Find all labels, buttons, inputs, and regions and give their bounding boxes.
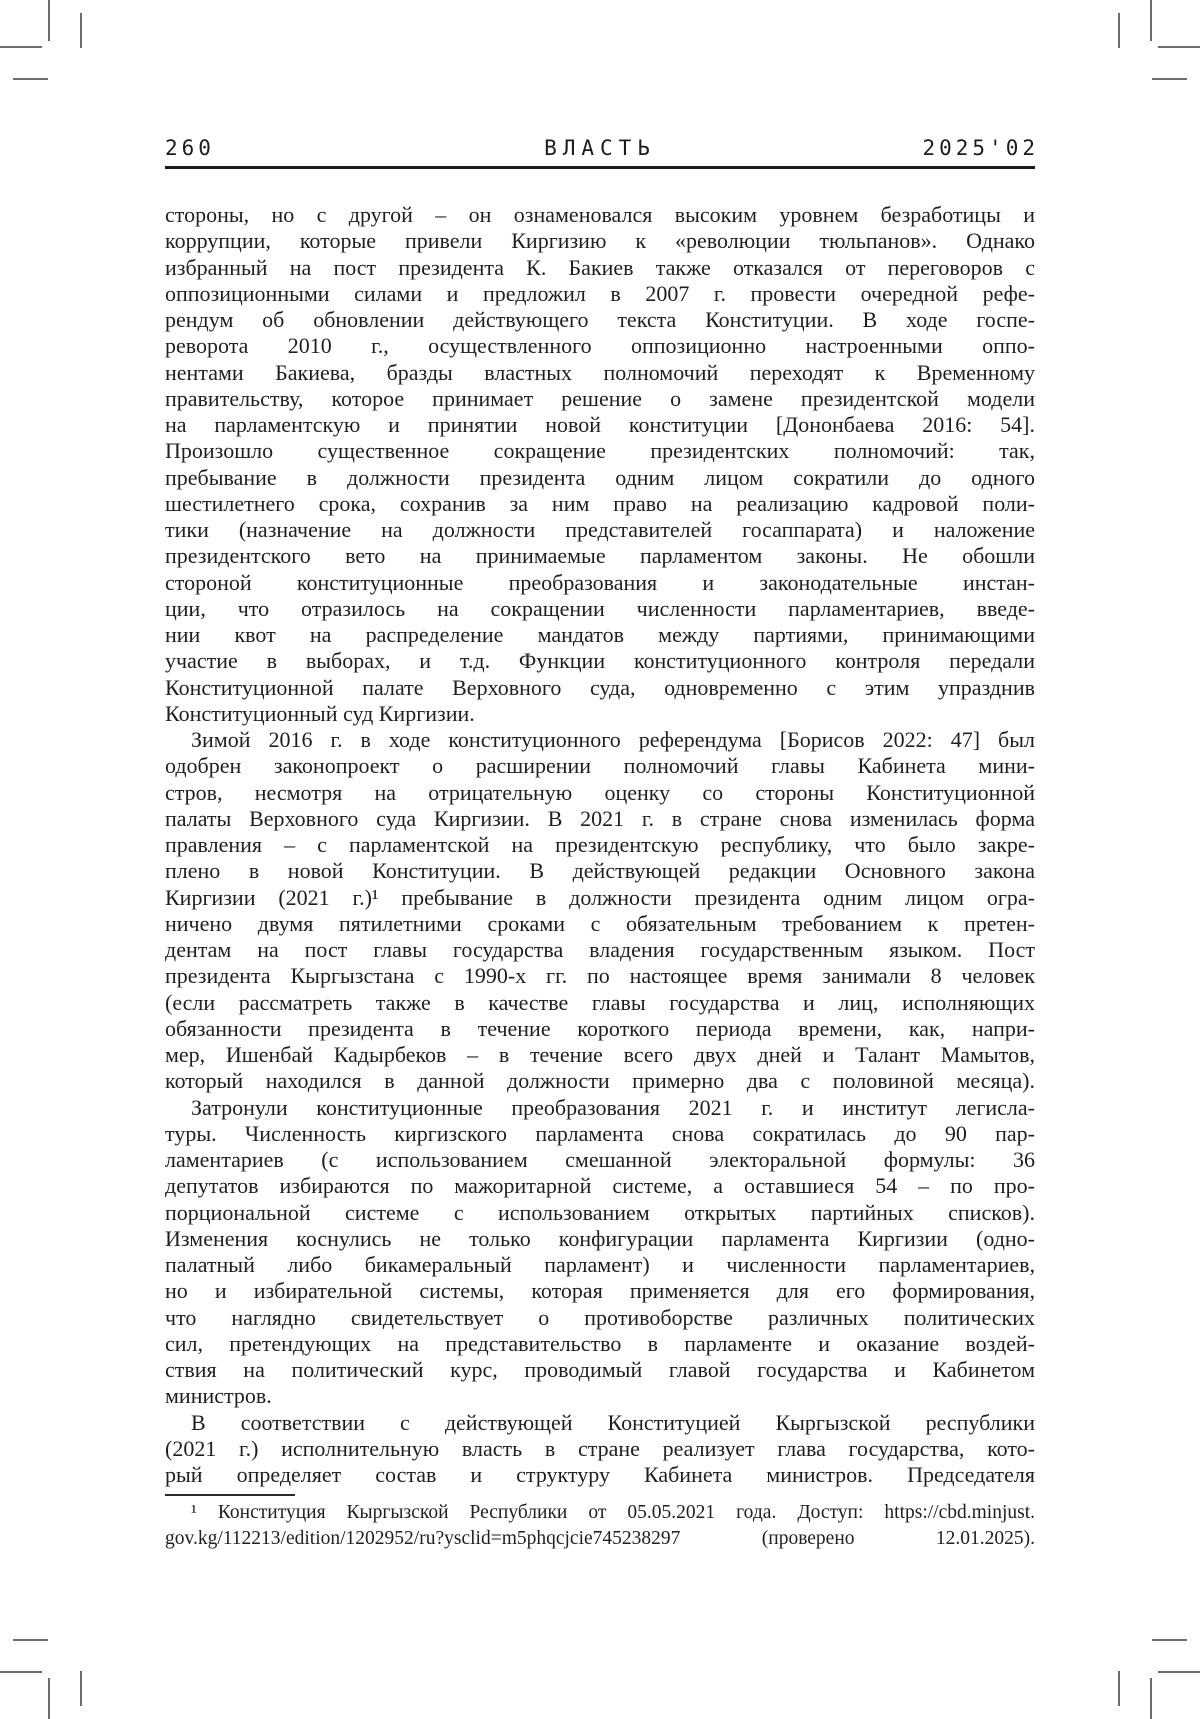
journal-title: ВЛАСТЬ — [544, 136, 656, 160]
text-line: рендум об обновлении действующего текста Конституции. В ходе госпе- — [165, 307, 1035, 332]
text-line: порциональной системе с использованием открытых партийных списков). — [165, 1199, 1035, 1225]
text-line: туры. Численность киргизского парламента снова сократилась до 90 пар- — [165, 1120, 1035, 1146]
footnote-line: gov.kg/112213/edition/1202952/ru?ysclid=m5phqcjcie745238297 (проверено 12.01.2025). — [165, 1528, 1035, 1549]
text-line: Затронули конституционные преобразования 2021 г. и институт легисла- — [191, 1094, 1035, 1120]
text-line: сил, претендующих на представительство в парламенте и оказание воздей- — [165, 1330, 1035, 1356]
text-line: Зимой 2016 г. в ходе конституционного референдума [Борисов 2022: 47] был — [191, 727, 1035, 752]
crop-mark — [1152, 78, 1187, 80]
text-line: дентам на пост главы государства владения государственным языком. Пост — [165, 937, 1035, 962]
text-line: палатный либо бикамеральный парламент) и численности парламентариев, — [165, 1252, 1035, 1277]
text-line: который находился в данной должности примерно два с половиной месяца). — [165, 1068, 1035, 1094]
crop-mark — [1150, 0, 1152, 41]
crop-mark — [0, 1671, 42, 1673]
text-line: коррупции, которые привели Киргизию к «революции тюльпанов». Однако — [165, 228, 1035, 254]
crop-mark — [48, 0, 50, 41]
text-line: шестилетнего срока, сохранив за ним право на реализацию кадровой поли- — [165, 490, 1035, 516]
crop-mark — [1118, 13, 1120, 48]
crop-mark — [13, 78, 48, 80]
text-line: тики (назначение на должности представителей госаппарата) и наложение — [165, 517, 1035, 542]
text-line: палаты Верховного суда Киргизии. В 2021 г. в стране снова изменилась форма — [165, 805, 1035, 831]
crop-mark — [48, 1678, 50, 1719]
text-line: рый определяет состав и структуру Кабинета министров. Председателя — [165, 1462, 1035, 1487]
text-line: участие в выборах, и т.д. Функции конституционного контроля передали — [165, 648, 1035, 674]
crop-mark — [1158, 1671, 1200, 1673]
page-header — [165, 136, 1039, 162]
text-line: ламентариев (с использованием смешанной электоральной формулы: 36 — [165, 1147, 1035, 1172]
text-line: (2021 г.) исполнительную власть в стране реализует глава государства, кото- — [165, 1435, 1035, 1461]
text-line: Конституционной палате Верховного суда, одновременно с этим упразднив — [165, 674, 1035, 700]
text-line: оппозиционными силами и предложил в 2007 г. провести очередной рефе- — [165, 280, 1035, 306]
paragraph — [165, 202, 1035, 727]
crop-mark — [13, 1639, 48, 1641]
text-line: Конституционный суд Киргизии. — [165, 700, 475, 726]
crop-mark — [80, 13, 82, 48]
text-line: пребывание в должности президента одним лицом сократили до одного — [165, 464, 1035, 490]
text-line: ции, что отразилось на сокращении численности парламентариев, введе- — [165, 595, 1035, 621]
text-line: правительству, которое принимает решение о замене президентской модели — [165, 385, 1035, 411]
crop-mark — [1158, 46, 1200, 48]
header-rule — [165, 166, 1035, 169]
text-line: президентского вето на принимаемые парламентом законы. Не обошли — [165, 543, 1035, 569]
text-line: ствия на политический курс, проводимый главой государства и Кабинетом — [165, 1357, 1035, 1382]
text-line: плено в новой Конституции. В действующей редакции Основного закона — [165, 858, 1035, 884]
footnote-line: ¹ Конституция Кыргызской Республики от 05.05.2021 года. Доступ: https://cbd.minjust. — [191, 1502, 1035, 1523]
text-line: стров, несмотря на отрицательную оценку со стороны Конституционной — [165, 779, 1035, 805]
text-line: нентами Бакиева, бразды властных полномочий переходят к Временному — [165, 359, 1035, 385]
text-line: министров. — [165, 1383, 272, 1409]
crop-mark — [1118, 1671, 1120, 1706]
text-line: правления – с парламентской на президентскую республику, что было закре- — [165, 832, 1035, 857]
crop-mark — [1152, 1639, 1187, 1641]
text-line: избранный на пост президента К. Бакиев также отказался от переговоров с — [165, 254, 1035, 280]
text-line: что наглядно свидетельствует о противоборстве различных политических — [165, 1304, 1035, 1330]
text-line: обязанности президента в течение короткого периода времени, как, напри- — [165, 1015, 1035, 1041]
crop-mark — [0, 46, 42, 48]
text-line: стороной конституционные преобразования и законодательные инстан- — [165, 569, 1035, 595]
body-text — [165, 202, 1035, 1488]
text-line: стороны, но с другой – он ознаменовался высоким уровнем безработицы и — [165, 202, 1035, 227]
text-line: одобрен законопроект о расширении полномочий главы Кабинета мини- — [165, 753, 1035, 779]
paragraph — [165, 1095, 1035, 1410]
page-number: 260 — [165, 136, 215, 160]
crop-mark — [80, 1671, 82, 1706]
paragraph — [165, 727, 1035, 1095]
text-line: но и избирательной системы, которая применяется для его формирования, — [165, 1278, 1035, 1304]
crop-mark — [1150, 1678, 1152, 1719]
text-line: депутатов избираются по мажоритарной системе, а оставшиеся 54 – по про- — [165, 1173, 1035, 1199]
text-line: нии квот на распределение мандатов между партиями, принимающими — [165, 622, 1035, 647]
text-line: Киргизии (2021 г.)¹ пребывание в должности президента одним лицом огра- — [165, 884, 1035, 910]
text-line: (если рассматреть также в качестве главы государства и лиц, исполняющих — [165, 989, 1035, 1015]
footnote — [165, 1500, 1035, 1552]
issue-number: 2025'02 — [922, 136, 1039, 160]
text-line: мер, Ишенбай Кадырбеков – в течение всего двух дней и Талант Мамытов, — [165, 1042, 1035, 1067]
paragraph — [165, 1410, 1035, 1489]
text-line: Изменения коснулись не только конфигурации парламента Киргизии (одно- — [165, 1225, 1035, 1251]
text-line: реворота 2010 г., осуществленного оппозиционно настроенными оппо- — [165, 333, 1035, 359]
text-line: на парламентскую и принятии новой конституции [Дононбаева 2016: 54]. — [165, 412, 1035, 437]
footnote-rule — [165, 1494, 295, 1496]
text-line: ничено двумя пятилетними сроками с обязательным требованием к претен- — [165, 910, 1035, 936]
text-line: Произошло существенное сокращение президентских полномочий: так, — [165, 438, 1035, 464]
text-line: В соответствии с действующей Конституцией Кыргызской республики — [191, 1409, 1035, 1435]
text-line: президента Кыргызстана с 1990-х гг. по настоящее время занимали 8 человек — [165, 963, 1035, 989]
